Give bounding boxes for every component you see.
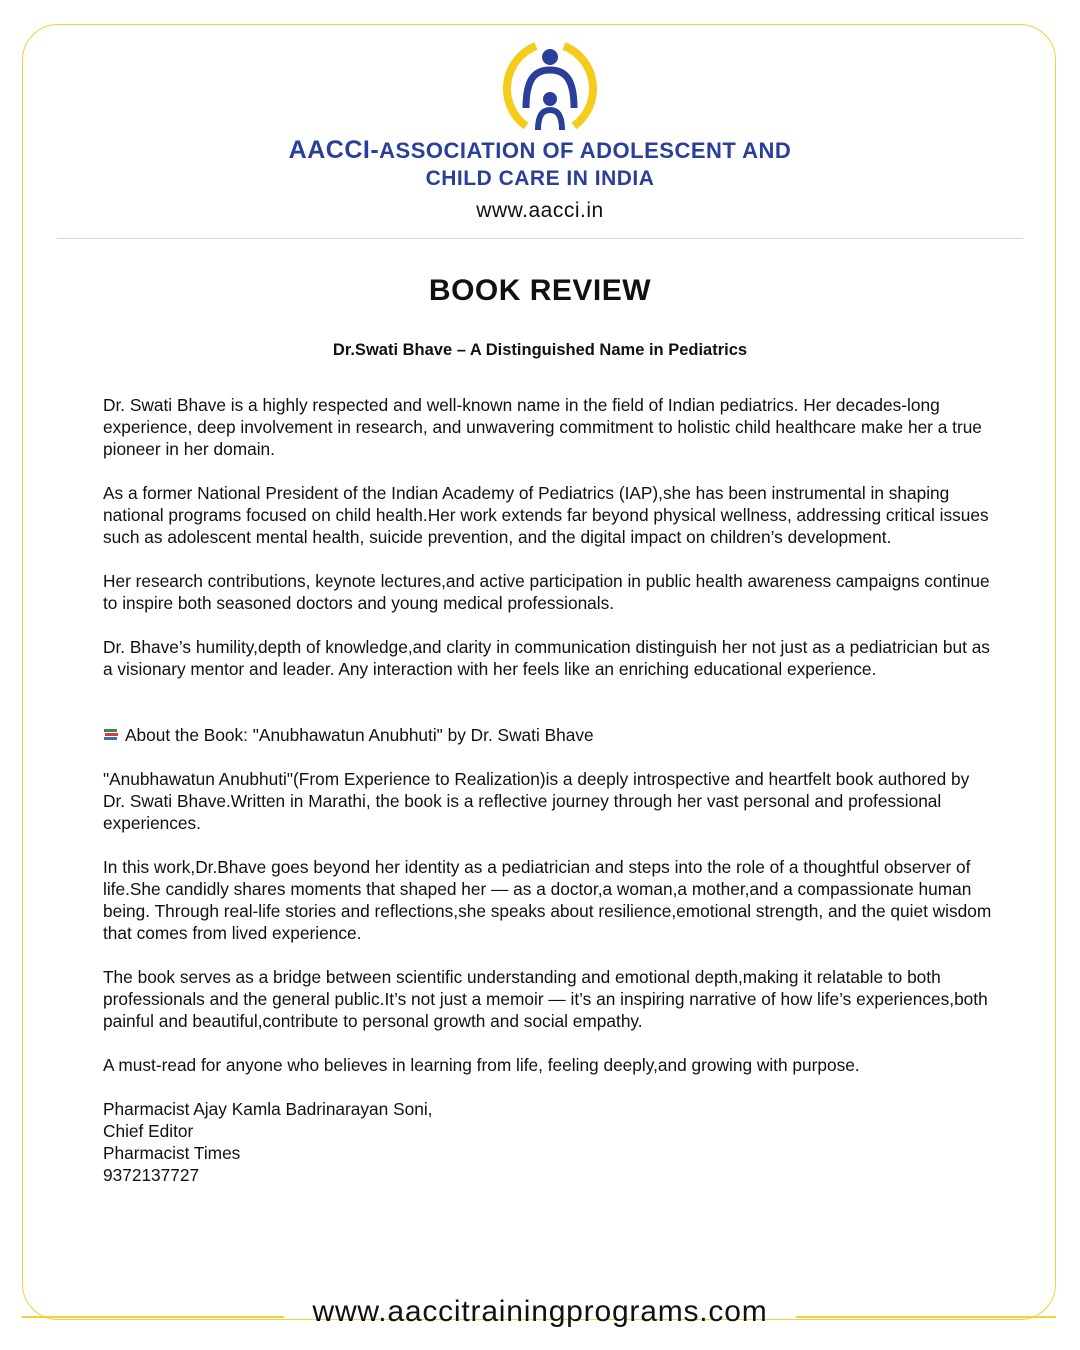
- header-divider: [57, 238, 1023, 239]
- books-icon: [103, 728, 119, 742]
- about-book-heading-text: About the Book: "Anubhawatun Anubhuti" by Dr. Swati Bhave: [125, 725, 594, 745]
- org-name-rest: ASSOCIATION OF ADOLESCENT AND: [379, 138, 792, 163]
- intro-paragraph: As a former National President of the Indian Academy of Pediatrics (IAP),she has been instrumental in shaping national programs focused on child health.Her work extends far beyond physical wellness, addressing critical issues such as adolescent mental health, suicide prevention, and the digital impact on children’s development.: [103, 483, 989, 547]
- org-name-line-2: CHILD CARE IN INDIA: [425, 167, 655, 190]
- signature-name: Pharmacist Ajay Kamla Badrinarayan Soni,: [103, 1099, 433, 1119]
- review-subtitle: Dr.Swati Bhave – A Distinguished Name in Pediatrics: [332, 341, 748, 359]
- intro-paragraph: Her research contributions, keynote lectures,and active participation in public health awareness campaigns continue to inspire both seasoned doctors and young medical professionals.: [103, 571, 990, 613]
- signature-block: [103, 1098, 993, 1186]
- signature-publication: Pharmacist Times: [103, 1143, 241, 1163]
- footer-website[interactable]: www.aaccitrainingprograms.com: [312, 1295, 768, 1328]
- intro-paragraph: Dr. Bhave’s humility,depth of knowledge,and clarity in communication distinguish her not just as a pediatrician but as a visionary mentor and leader. Any interaction with her feels like an enriching educational experience.: [103, 637, 990, 679]
- signature-role: Chief Editor: [103, 1121, 194, 1141]
- book-paragraph: A must-read for anyone who believes in learning from life, feeling deeply,and growing with purpose.: [103, 1055, 860, 1075]
- org-website[interactable]: www.aacci.in: [476, 199, 604, 222]
- org-abbrev: AACCI-: [288, 136, 380, 164]
- footer-divider-left: [22, 1316, 284, 1318]
- book-paragraph: The book serves as a bridge between scientific understanding and emotional depth,making it relatable to both professionals and the general public.It’s not just a memoir — it’s an inspiring narrative of how life’s experiences,both painful and beautiful,contribute to personal growth and social empathy.: [103, 967, 988, 1031]
- signature-phone: 9372137727: [103, 1165, 200, 1185]
- book-paragraph: In this work,Dr.Bhave goes beyond her identity as a pediatrician and steps into the role of a thoughtful observer of life.She candidly shares moments that shaped her — as a doctor,a woman,a mother,and a compassionate human being. Through real-life stories and reflections,she speaks about resilience,emotional strength, and the quiet wisdom that comes from lived experience.: [103, 857, 992, 943]
- about-book-heading: [103, 724, 993, 746]
- book-paragraph: "Anubhawatun Anubhuti"(From Experience to Realization)is a deeply introspective and heartfelt book authored by Dr. Swati Bhave.Written in Marathi, the book is a reflective journey through her vast personal and professional experiences.: [103, 769, 970, 833]
- aacci-logo-icon: [496, 40, 604, 132]
- org-name-line-1: [0, 136, 1080, 165]
- review-body: [103, 394, 993, 1186]
- page-title: BOOK REVIEW: [428, 274, 652, 307]
- footer-divider-right: [796, 1316, 1056, 1318]
- intro-paragraph: Dr. Swati Bhave is a highly respected and well-known name in the field of Indian pediatrics. Her decades-long experience, deep involvement in research, and unwavering commitment to holistic child healthcare make her a true pioneer in her domain.: [103, 395, 982, 459]
